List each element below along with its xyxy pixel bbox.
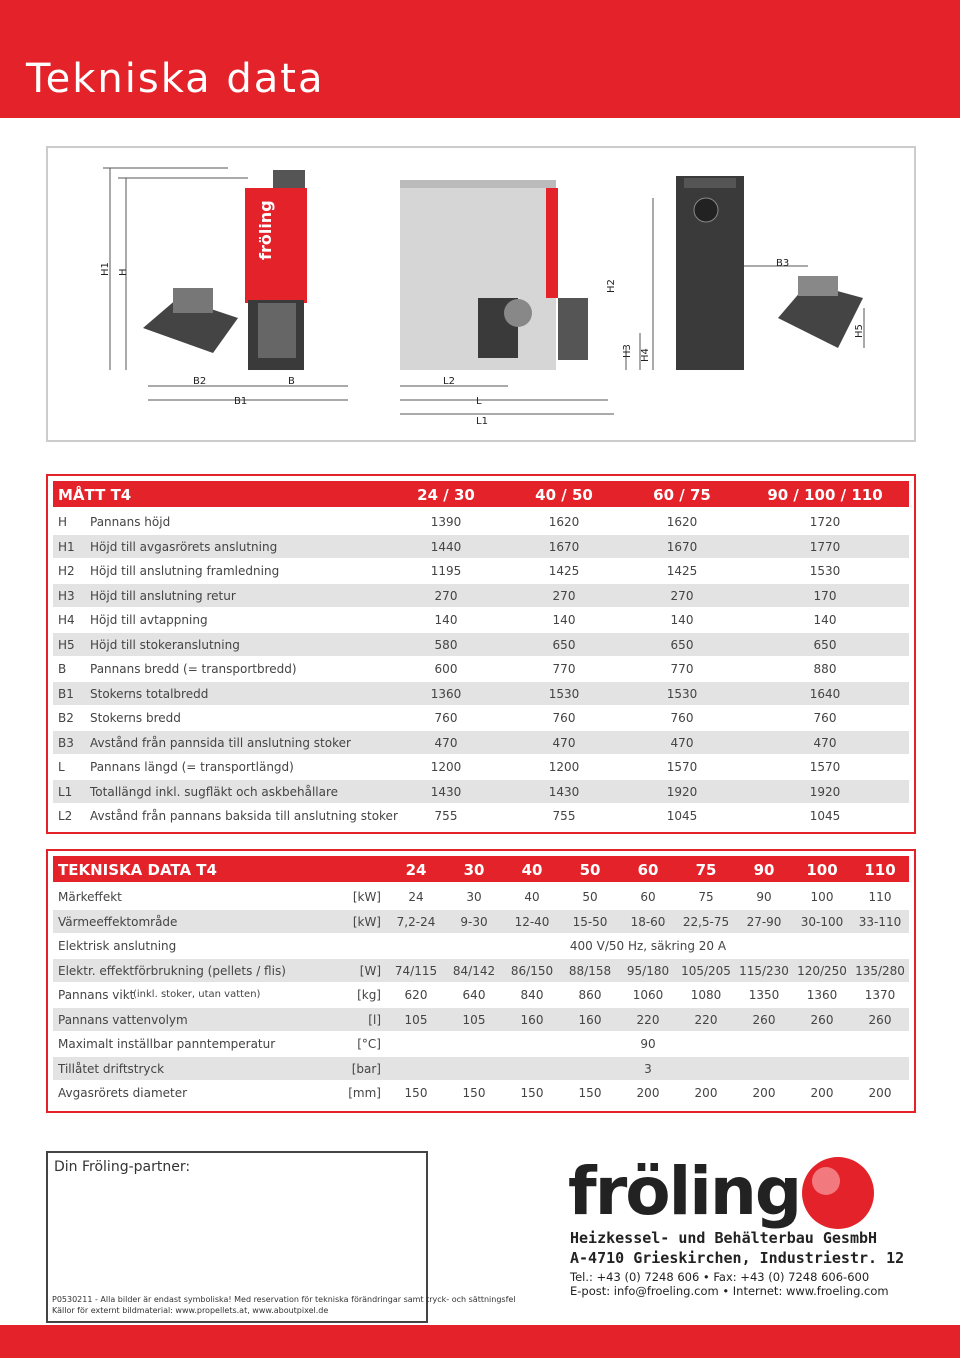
row-label: Värmeeffektområde	[58, 914, 178, 929]
dimension-figure	[46, 146, 916, 442]
table-row	[53, 535, 909, 558]
column-header: 24	[405, 861, 427, 879]
table-row	[53, 633, 909, 656]
row-code: H4	[58, 613, 75, 627]
cell-value: 1720	[809, 515, 841, 529]
row-code: H2	[58, 564, 75, 578]
table-row	[53, 1032, 909, 1055]
cell-value: 270	[552, 588, 576, 603]
column-header: 90 / 100 / 110	[767, 486, 883, 504]
dim-label-h: H	[118, 268, 129, 276]
column-header: 50	[579, 861, 601, 879]
table-row	[53, 1057, 909, 1080]
cell-value: 200	[810, 1086, 834, 1100]
table-row	[53, 804, 909, 827]
cell-value: 160	[520, 1012, 544, 1027]
row-label: Stokerns bredd	[90, 711, 181, 725]
cell-value: 760	[670, 711, 694, 725]
row-label: Pannans längd (= transportlängd)	[90, 760, 294, 774]
cell-value: 140	[552, 613, 576, 627]
cell-value: 260	[752, 1012, 776, 1027]
cell-value: 27-90	[746, 914, 782, 929]
cell-value: 1620	[548, 515, 580, 529]
cell-value: 620	[404, 988, 428, 1002]
cell-value: 260	[810, 1012, 834, 1027]
cell-value: 18-60	[630, 914, 666, 929]
cell-value: 1390	[430, 515, 462, 529]
cell-value: 1530	[809, 564, 841, 578]
column-header: 75	[695, 861, 717, 879]
dim-label-h1: H1	[100, 262, 111, 276]
cell-value: 1360	[806, 988, 838, 1002]
cell-value: 260	[868, 1012, 892, 1027]
row-label: Höjd till avgasrörets anslutning	[90, 539, 278, 554]
table-row	[53, 983, 909, 1006]
span-value: 3	[644, 1061, 652, 1076]
cell-value: 755	[552, 809, 576, 823]
table-row	[53, 1008, 909, 1031]
cell-value: 1045	[809, 809, 841, 823]
dim-label-b2: B2	[193, 376, 207, 387]
column-header: 40	[521, 861, 543, 879]
cell-value: 90	[756, 890, 772, 904]
company-street: A-4710 Grieskirchen, Industriestr. 12	[570, 1249, 905, 1267]
table-row	[53, 959, 909, 982]
cell-value: 74/115	[394, 963, 438, 978]
table-row	[53, 934, 909, 957]
cell-value: 760	[552, 711, 576, 725]
cell-value: 1370	[864, 988, 896, 1002]
row-unit: [°C]	[357, 1037, 381, 1051]
cell-value: 270	[434, 588, 458, 603]
table-row	[53, 510, 909, 533]
cell-value: 1920	[666, 784, 698, 799]
cell-value: 1425	[548, 564, 580, 578]
dimensions-table-header	[53, 481, 909, 507]
cell-value: 115/230	[739, 963, 789, 978]
cell-value: 600	[434, 662, 458, 676]
cell-value: 1670	[548, 539, 580, 554]
cell-value: 40	[524, 890, 540, 904]
cell-value: 15-50	[572, 914, 608, 929]
cell-value: 140	[434, 613, 458, 627]
cell-value: 150	[520, 1086, 544, 1100]
phone-fax: Tel.: +43 (0) 7248 606 • Fax: +43 (0) 7248 606-600	[570, 1270, 870, 1284]
table-row	[53, 910, 909, 933]
row-label: Höjd till stokeranslutning	[90, 637, 240, 652]
cell-value: 1440	[430, 539, 462, 554]
row-unit: [mm]	[348, 1086, 381, 1100]
email-web: E-post: info@froeling.com • Internet: www.froeling.com	[570, 1284, 889, 1298]
cell-value: 640	[462, 988, 486, 1002]
table-row	[53, 885, 909, 908]
logo-wordmark: fröling	[568, 1153, 801, 1230]
row-label: Pannans vikt	[58, 988, 135, 1002]
cell-value: 95/180	[626, 963, 670, 978]
dim-label-h5: H5	[854, 324, 865, 338]
boiler-brand-text: fröling	[256, 200, 275, 260]
row-label: Höjd till avtappning	[90, 613, 208, 627]
row-label: Höjd till anslutning retur	[90, 588, 236, 603]
table-row	[53, 731, 909, 754]
row-note: (inkl. stoker, utan vatten)	[133, 989, 261, 1000]
row-code: H	[58, 515, 68, 529]
cell-value: 12-40	[514, 914, 550, 929]
cell-value: 33-110	[858, 914, 902, 929]
row-code: H3	[58, 588, 75, 603]
cell-value: 100	[810, 890, 834, 904]
row-label: Elektr. effektförbrukning (pellets / flis)	[58, 963, 286, 978]
cell-value: 1060	[632, 988, 664, 1002]
cell-value: 470	[434, 735, 458, 750]
cell-value: 1350	[748, 988, 780, 1002]
cell-value: 650	[670, 637, 694, 652]
cell-value: 9-30	[460, 914, 488, 929]
table-row	[53, 780, 909, 803]
dim-label-l2: L2	[443, 376, 455, 387]
cell-value: 170	[813, 588, 837, 603]
cell-value: 75	[698, 890, 714, 904]
row-label: Höjd till anslutning framledning	[90, 564, 280, 578]
dim-label-b1: B1	[234, 396, 248, 407]
cell-value: 88/158	[568, 963, 612, 978]
cell-value: 755	[434, 809, 458, 823]
table-row	[53, 608, 909, 631]
cell-value: 580	[434, 637, 458, 652]
row-code: B2	[58, 711, 74, 725]
cell-value: 770	[552, 662, 576, 676]
row-unit: [kW]	[352, 890, 381, 904]
cell-value: 220	[636, 1012, 660, 1027]
cell-value: 160	[578, 1012, 602, 1027]
dim-label-h2: H2	[606, 279, 617, 293]
cell-value: 7,2-24	[396, 914, 436, 929]
row-unit: [W]	[359, 963, 381, 978]
row-label: Avgasrörets diameter	[58, 1086, 188, 1100]
cell-value: 200	[694, 1086, 718, 1100]
header-banner	[0, 0, 960, 118]
column-header: 110	[864, 861, 896, 879]
row-unit: [kW]	[352, 914, 381, 929]
cell-value: 200	[868, 1086, 892, 1100]
row-label: Pannans vattenvolym	[58, 1012, 188, 1027]
row-unit: [kg]	[357, 988, 381, 1002]
dimensions-table-title: MÅTT T4	[58, 486, 132, 504]
cell-value: 650	[813, 637, 837, 652]
dimensions-table	[46, 474, 916, 834]
cell-value: 1045	[666, 809, 698, 823]
span-value: 90	[640, 1037, 656, 1051]
cell-value: 1670	[666, 539, 698, 554]
cell-value: 200	[636, 1086, 660, 1100]
cell-value: 1430	[548, 784, 580, 799]
technical-table-title: TEKNISKA DATA T4	[58, 861, 217, 879]
cell-value: 880	[813, 662, 837, 676]
company-name: Heizkessel- und Behälterbau GesmbH	[570, 1229, 878, 1247]
technical-table-header	[53, 856, 909, 882]
technical-data-table	[46, 849, 916, 1113]
cell-value: 1770	[809, 539, 841, 554]
cell-value: 60	[640, 890, 656, 904]
table-row	[53, 706, 909, 729]
cell-value: 200	[752, 1086, 776, 1100]
row-code: L	[58, 760, 65, 774]
row-label: Stokerns totalbredd	[90, 686, 209, 701]
cell-value: 86/150	[510, 963, 554, 978]
cell-value: 140	[813, 613, 837, 627]
cell-value: 770	[670, 662, 694, 676]
partner-label: Din Fröling-partner:	[54, 1159, 191, 1175]
cell-value: 1425	[666, 564, 698, 578]
cell-value: 220	[694, 1012, 718, 1027]
cell-value: 1570	[809, 760, 841, 774]
row-code: H1	[58, 539, 75, 554]
dim-label-l1: L1	[476, 416, 488, 427]
column-header: 100	[806, 861, 838, 879]
column-header: 30	[463, 861, 485, 879]
cell-value: 150	[404, 1086, 428, 1100]
row-label: Elektrisk anslutning	[58, 939, 177, 953]
cell-value: 120/250	[797, 963, 847, 978]
cell-value: 470	[552, 735, 576, 750]
company-address	[570, 1228, 904, 1268]
column-header: 24 / 30	[417, 486, 475, 504]
row-code: B1	[58, 686, 74, 701]
cell-value: 1640	[809, 686, 841, 701]
column-header: 60	[637, 861, 659, 879]
company-contact	[570, 1270, 889, 1298]
dim-label-l: L	[476, 396, 482, 407]
cell-value: 1620	[666, 515, 698, 529]
cell-value: 1200	[430, 760, 462, 774]
column-header: 90	[753, 861, 775, 879]
page-title: Tekniska data	[26, 56, 325, 102]
column-header: 40 / 50	[535, 486, 593, 504]
cell-value: 1430	[430, 784, 462, 799]
table-row	[53, 559, 909, 582]
cell-value: 470	[670, 735, 694, 750]
table-row	[53, 1081, 909, 1104]
boiler-drawing	[48, 148, 914, 440]
cell-value: 22,5-75	[682, 914, 730, 929]
row-label: Märkeffekt	[58, 890, 122, 904]
row-label: Avstånd från pannsida till anslutning stoker	[90, 735, 351, 750]
column-header: 60 / 75	[653, 486, 711, 504]
span-value: 400 V/50 Hz, säkring 20 A	[569, 939, 727, 953]
row-unit: [bar]	[351, 1061, 381, 1076]
row-label: Pannans höjd	[90, 515, 171, 529]
company-logo	[568, 1150, 898, 1234]
row-code: B	[58, 662, 67, 676]
row-unit: [l]	[368, 1012, 381, 1027]
cell-value: 1200	[548, 760, 580, 774]
dim-label-h3: H3	[622, 344, 633, 358]
row-label: Avstånd från pannans baksida till anslutning stoker	[90, 809, 398, 823]
cell-value: 1570	[666, 760, 698, 774]
row-label: Maximalt inställbar panntemperatur	[58, 1037, 276, 1051]
dim-label-b: B	[288, 376, 295, 387]
cell-value: 140	[670, 613, 694, 627]
cell-value: 150	[462, 1086, 486, 1100]
cell-value: 150	[578, 1086, 602, 1100]
row-label: Pannans bredd (= transportbredd)	[90, 662, 297, 676]
cell-value: 1080	[690, 988, 722, 1002]
cell-value: 1920	[809, 784, 841, 799]
table-row	[53, 657, 909, 680]
cell-value: 24	[408, 890, 424, 904]
cell-value: 270	[670, 588, 694, 603]
row-code: H5	[58, 637, 75, 652]
table-row	[53, 755, 909, 778]
cell-value: 760	[434, 711, 458, 725]
row-label: Tillåtet driftstryck	[58, 1061, 165, 1076]
cell-value: 650	[552, 637, 576, 652]
cell-value: 30	[466, 890, 482, 904]
cell-value: 84/142	[452, 963, 496, 978]
row-code: L1	[58, 784, 73, 799]
table-row	[53, 584, 909, 607]
cell-value: 860	[578, 988, 602, 1002]
dim-label-b3: B3	[776, 258, 790, 269]
cell-value: 105/205	[681, 963, 731, 978]
cell-value: 105	[404, 1012, 428, 1027]
dim-label-h4: H4	[640, 348, 651, 362]
cell-value: 470	[813, 735, 837, 750]
row-code: B3	[58, 735, 74, 750]
table-row	[53, 682, 909, 705]
cell-value: 1360	[430, 686, 462, 701]
cell-value: 1530	[666, 686, 698, 701]
row-label: Totallängd inkl. sugfläkt och askbehållare	[90, 784, 339, 799]
cell-value: 135/280	[855, 963, 905, 978]
cell-value: 840	[520, 988, 544, 1002]
cell-value: 1530	[548, 686, 580, 701]
row-code: L2	[58, 809, 73, 823]
cell-value: 1195	[430, 564, 462, 578]
footer-bar	[0, 1325, 960, 1358]
cell-value: 50	[582, 890, 598, 904]
disclaimer-text: P0530211 - Alla bilder är endast symboliska! Med reservation för tekniska förändringar samt tryck- och sättningsfel Källor för externt bildmaterial: www.propellets.at, www.aboutpixel.de	[52, 1295, 516, 1315]
cell-value: 110	[868, 890, 892, 904]
cell-value: 760	[813, 711, 837, 725]
cell-value: 105	[462, 1012, 486, 1027]
cell-value: 30-100	[800, 914, 844, 929]
